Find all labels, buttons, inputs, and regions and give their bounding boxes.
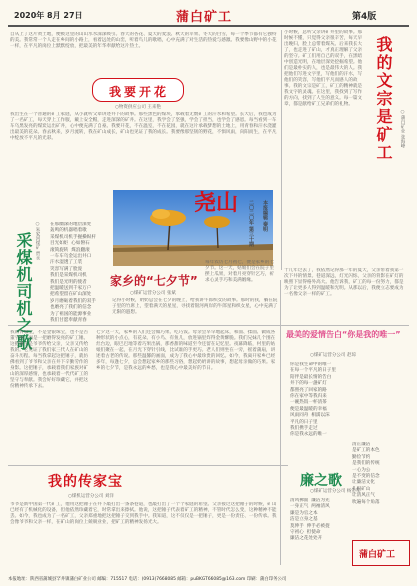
caimei-poem: 在那幽深的地层深处 轰鸣的机器唱着歌 采煤机司机手握操纵杆 目光如炬 心如磐石 滚筒旋转 煤浪翻滚 一车车乌金运出井口 汗水湿透了工装 笑容写满了脸庞 我们是采煤机司机 我们是光明的使者 把温暖送到千家万户 把希望留在矿山深处 岁月磨砺着我们的双手 也磨亮了我们的信念 为了祖国的能源事业 我们甘愿奉献青春 (50, 222, 96, 324)
article-lower-center: 七夕这一天，家乡的人们还会做巧果、吃巧饭。母亲会早早地起床，和面、揉面、做成各种形状的小点心，有花朵、有小鸟、有鱼儿，放进锅里炸得金黄酥脆。我们兄妹几个围在灶台边，眼巴巴地等着巧果出锅，那香甜的味道至今还留在记忆里。夜幕降临，村里的姑娘们聚在一起，在月光下穿针引线，比试谁的手更巧。老人们则坐在一旁，摇着蒲扇，讲述着古老的传说。那些温馨的画面，成为了我心中最珍贵的回忆。如今，我离开家乡已经多年，每逢七夕，总会想起家乡的那些习俗，想起奶奶讲的故事，想起母亲做的巧果。家乡的七夕节，是我永远的乡愁，也是我心中最美好的节日。 (96, 330, 276, 371)
chuanjiabao-title: 我的传家宝 (48, 474, 123, 490)
aiqing-byline: ○煤矿运营分公司 赵琼 (310, 353, 356, 358)
caimei-byline: ○朱家河煤矿 贾永 (35, 222, 40, 260)
section-divider (8, 465, 288, 466)
article-chuanjiabao-body: 爷爷是新中国第一代矿工，他用这把锤子在井下敲打出一条条巷道，也敲打出了一个个家庭的希望。父亲接过这把锤子的时候，矿山已经有了机械化的设备，但他依然珍藏着它，时常拿出来擦拭。他说，这把锤子代表着矿工的精神，不管时代怎么变，这种精神不能丢。如今，我也成为了一名矿工，父亲郑重地把这把锤子交到我手中。我知道，这不仅仅是一把锤子，更是一份责任、一份传承。我会像爷爷和父亲一样，在矿山的岗位上兢兢业业，把矿工的精神发扬光大。 (10, 502, 277, 525)
article-jiaxiang-body: 记得小时候，奶奶总会在七夕的晚上，给我讲牛郎织女的故事。那时的我，躺在院子里的竹席上，望着满天的星星，寻找着银河两岸的牛郎星和织女星，心中充满了无限的遐想。 (112, 298, 278, 315)
lianzhige-poem-left: 清风拂面 廉洁为先 一身正气 两袖清风 廉是为官之本 洁是立身之基 莫伸手 伸手必被捉 守初心 担使命 廉洁之花处处开 (290, 498, 330, 542)
article-right-mid: 十几年过去了，我依然记得那一年的夏天，父亲带着我第一次下井的情景。巷道深远，灯光闪烁，父亲的背影在矿灯的映照下显得格外高大。他告诉我，矿工的每一份努力，都是为了让更多人得到温暖和光明。从那以后，我便立志要成为一名像父亲一样的矿工。 (284, 268, 404, 297)
yaoshan-issue-date: 二〇二〇年 第三十期 (248, 200, 254, 247)
lianzhige-poem-right: 清正廉洁 是矿工的本色 勤俭节约 是我们的传统 一心为公 是不变的信念 让廉洁文化 扎根矿山 让清风正气 吹遍每个角落 (352, 442, 380, 505)
aiqing-title: 最美的爱情告白“你是我的唯一” (286, 330, 401, 339)
column-divider (281, 30, 282, 270)
woyao-title-box (92, 78, 184, 102)
article-lower-left: 我的传家宝，不是金银珠宝，也不是古董字画，而是一把磨得发亮的矿工锤。这把锤子是爷爷传给父亲，父亲又传给我的。它见证了我们家三代人在矿山的奋斗历程。每当我拿起这把锤子，就仿佛看到了爷爷和父亲在井下辛勤劳作的身影。这把锤子，承载着我们家族对矿山的深厚感情，也承载着一代代矿工的坚守与奉献。我会好好珍藏它，并把这份精神传承下去。 (10, 330, 89, 389)
woyao-title: 我要开花 (109, 85, 170, 99)
wenzong-byline: ○蒲白矿业 张海峰 (400, 110, 405, 148)
header-rule (8, 25, 409, 27)
article-wenzong-text: 小时候，总听父亲讲矿井里的故事。那时候不懂，只觉得父亲很辛苦，每天早出晚归，脸上总带着煤灰。后来我长大了，也走进了矿山，才真正理解了父亲的坚守。矿工们用自己的双手，在黑暗中创造光明，在地层深处挖掘希望。他们是最朴实的人，也是最伟大的人。我把他们写进文字里，写他们的汗水，写他们的笑容，写他们平凡而感人的故事。我的文宗是矿工，矿工的精神就是我文字的灵魂。在这里，我找到了写作的方向，找到了人生的意义。每一篇文章，都是献给矿工兄弟们的礼物。 (284, 30, 363, 107)
masthead: 蒲白矿工 (176, 10, 233, 25)
lianzhige-byline: ○煤矿运营分公司 杨宏军 (310, 489, 361, 494)
jiaxiang-title: 家乡的“七夕节” (110, 274, 198, 288)
aiqing-poem: 你是我生命中的唯一 在每一个平凡的日子里 陪伴是最长情的告白 井下的每一盏矿灯 都照亮了回家的路 你在家中等我归来 一碗热饭一杯清茶 便是最温暖的幸福 风雨同舟 相濡以沫 平凡的日子里 我们携手走过 你是我永远的唯一 (290, 362, 336, 438)
wenzong-title: 我的文宗是矿工 (374, 36, 393, 162)
yaoshan-title: 尧山 (194, 191, 239, 216)
article-woyao-text: 自从上了这片黄土地，便被这里的山山水水深深吸引。春天的杏花、夏天的麦浪、秋天的苹果、冬天的白雪，每一个季节都有它独特的美。我常常一个人走在乡间的小路上，看着远处的山峦，听着鸟儿的歌唱，心中充满了对生活的热爱与感激。我要像山野中的小花一样，在平凡的岗位上默默绽放，把最美的年华奉献给这片热土。 (10, 32, 277, 49)
stamp-text: 蒲白矿工 (359, 550, 396, 560)
issue-date: 2020年 8月 27日 (14, 11, 83, 20)
yaoshan-byline: 本报编辑 秦明 (262, 200, 268, 232)
woyao-byline: ○物资供应公司 王来艳 (115, 105, 161, 110)
page-number: 第4版 (352, 12, 377, 22)
chuanjiabao-byline: ○煤机运营分公司 刘洋 (68, 494, 114, 499)
stamp-box (352, 540, 410, 566)
article-jiaxiang-intro: 每年农历七月初七，便是家乡的七夕节。这一天，姑娘们会在院子里摆上瓜果，对着月亮穿针乞巧，祈求心灵手巧和美满姻缘。 (205, 260, 274, 283)
article-woyao-body: 我出生在一个普通的矿工家庭，从小就听父辈讲述井下的故事。那些黑色的煤块，承载着无数矿工的汗水和希望。长大后，我也成为了一名矿工，每天穿上工作服，戴上安全帽，走进深深的矿井。在这里，我学会了坚强，学会了担当，也学会了感恩。每当看到一车车乌黑发亮的煤炭运出矿井，心中便充满了自豪。我要开花，不在温室，不在花园，就在这片承载梦想的土地上，用青春和汗水浇灌出最美的花朵。春去秋来，岁月流转，我在矿山成长，矿山也见证了我的成长。我要像那坚韧的野花，不惧风雨，向阳而生，在平凡中绽放不平凡的光彩。 (10, 112, 277, 141)
column-divider (280, 280, 281, 565)
jiaxiang-byline: ○煤矿运营分公司 张斌 (130, 291, 176, 296)
caimei-title: 采煤机司机之歌 (14, 232, 33, 351)
page-footer: 本报地址：陕西省蒲城县罕井镇蒲白矿业公司 邮编：715517 电话：(0913)7668085 邮箱：puBKGT66085@163.com 印刷：蒲白印务公司 (8, 577, 287, 582)
lianzhige-title: 廉之歌 (300, 473, 342, 489)
page-header (0, 0, 417, 26)
